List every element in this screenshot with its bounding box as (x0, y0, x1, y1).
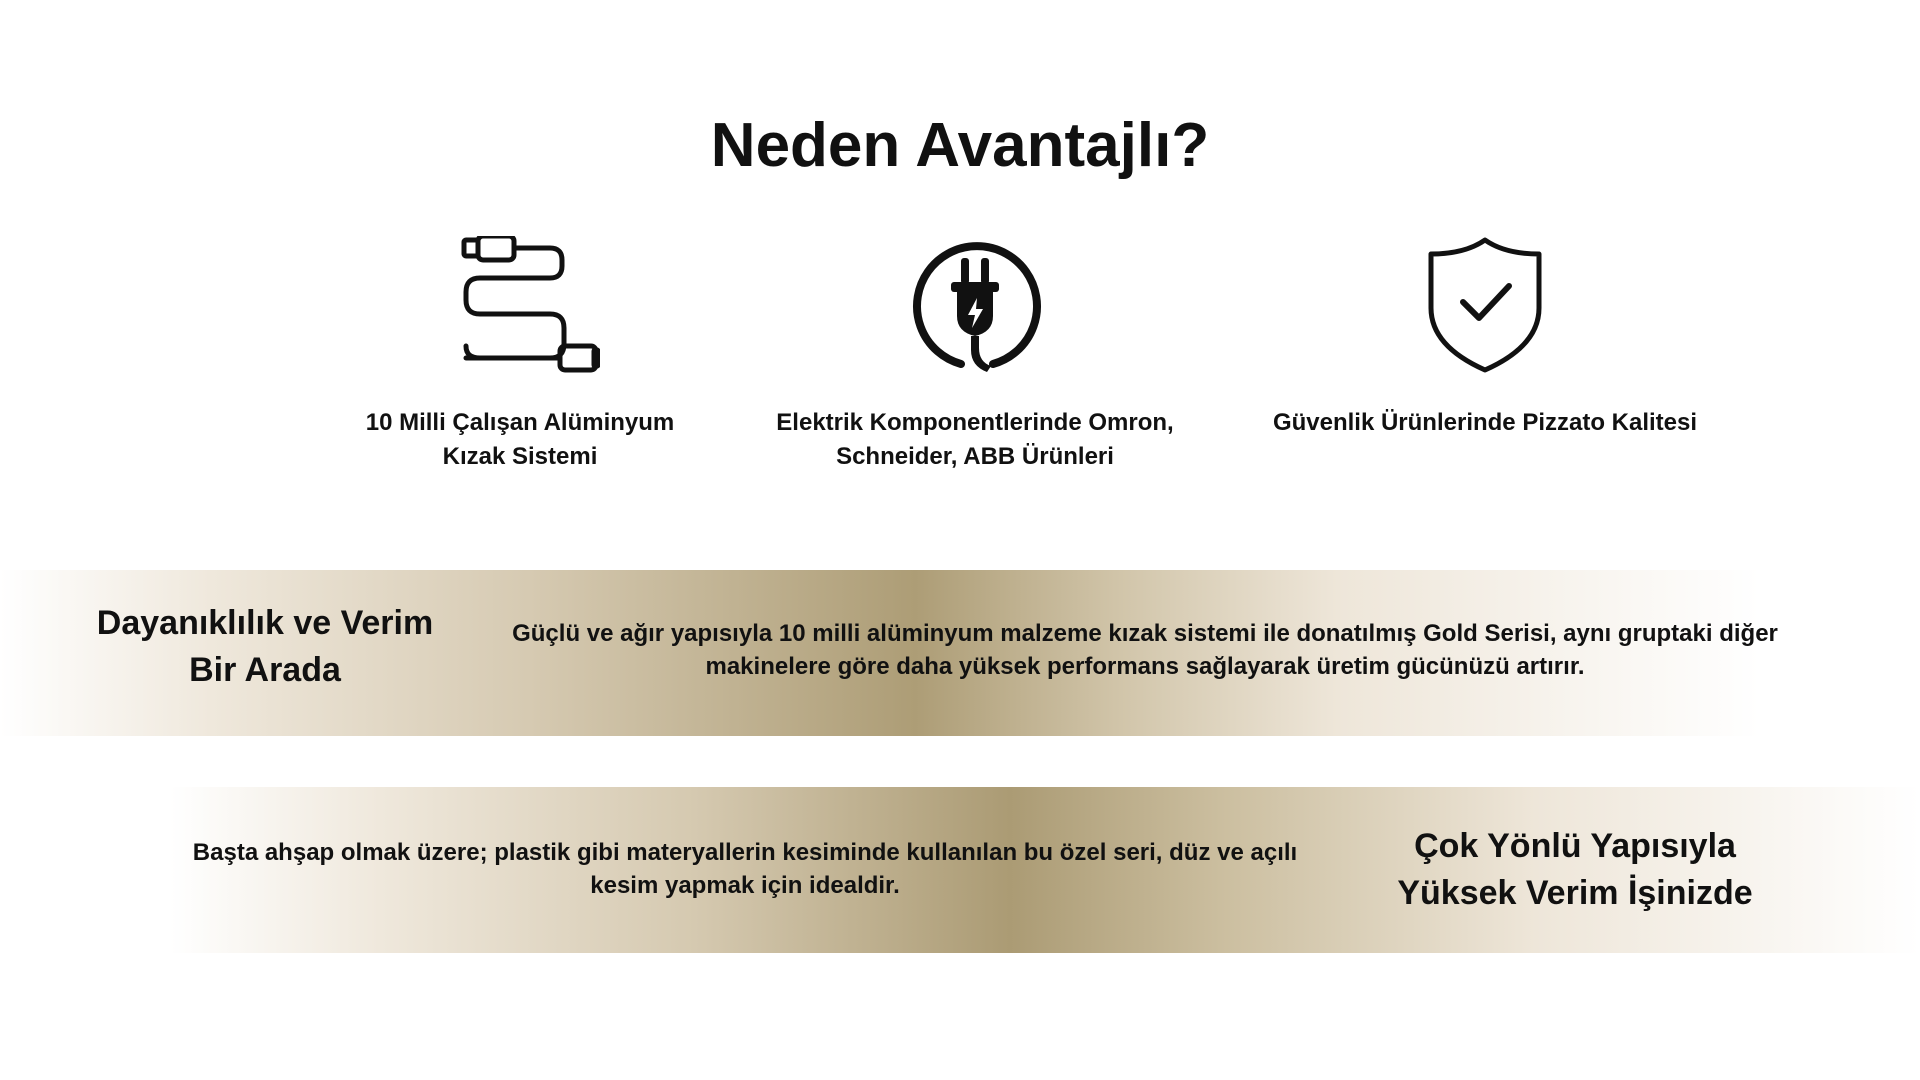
band-title (1350, 823, 1800, 917)
band-description-line: Başta ahşap olmak üzere; plastik gibi materyallerin kesiminde kullanılan bu özel seri, düz ve açılı (192, 839, 1298, 866)
feature-label-line: Schneider, ABB Ürünleri (836, 443, 1114, 470)
feature-label (1255, 406, 1715, 440)
band-description-line: Güçlü ve ağır yapısıyla 10 milli alüminyum malzeme kızak sistemi ile donatılmış Gold Serisi, aynı gruptaki diğer (512, 620, 1778, 647)
feature-label-line: 10 Milli Çalışan Alüminyum (365, 409, 675, 436)
band-title-line: Çok Yönlü Yapısıyla (1414, 827, 1736, 865)
band-description-line: kesim yapmak için idealdir. (590, 872, 900, 899)
shield-check-icon (1405, 236, 1565, 376)
cable-icon (440, 236, 600, 376)
band-title (60, 600, 470, 694)
band-title-line: Bir Arada (189, 651, 341, 689)
page-title: Neden Avantajlı? (710, 111, 1210, 180)
feature-label (290, 406, 750, 474)
feature-electric-components (745, 236, 1205, 474)
feature-label-line: Güvenlik Ürünlerinde Pizzato Kalitesi (1272, 409, 1698, 436)
band-description-line: makinelere göre daha yüksek performans sağlayarak üretim gücünüzü artırır. (705, 653, 1585, 680)
feature-safety-products (1255, 236, 1715, 440)
durability-band (0, 570, 1778, 736)
plug-icon (895, 236, 1055, 376)
feature-label (745, 406, 1205, 474)
feature-label-line: Kızak Sistemi (442, 443, 598, 470)
band-title-line: Yüksek Verim İşinizde (1397, 874, 1753, 912)
feature-aluminum-slide (290, 236, 750, 474)
feature-label-line: Elektrik Komponentlerinde Omron, (776, 409, 1174, 436)
versatility-band (170, 787, 1920, 953)
band-description (490, 617, 1800, 683)
band-title-line: Dayanıklılık ve Verim (96, 604, 434, 642)
band-description (170, 836, 1320, 902)
